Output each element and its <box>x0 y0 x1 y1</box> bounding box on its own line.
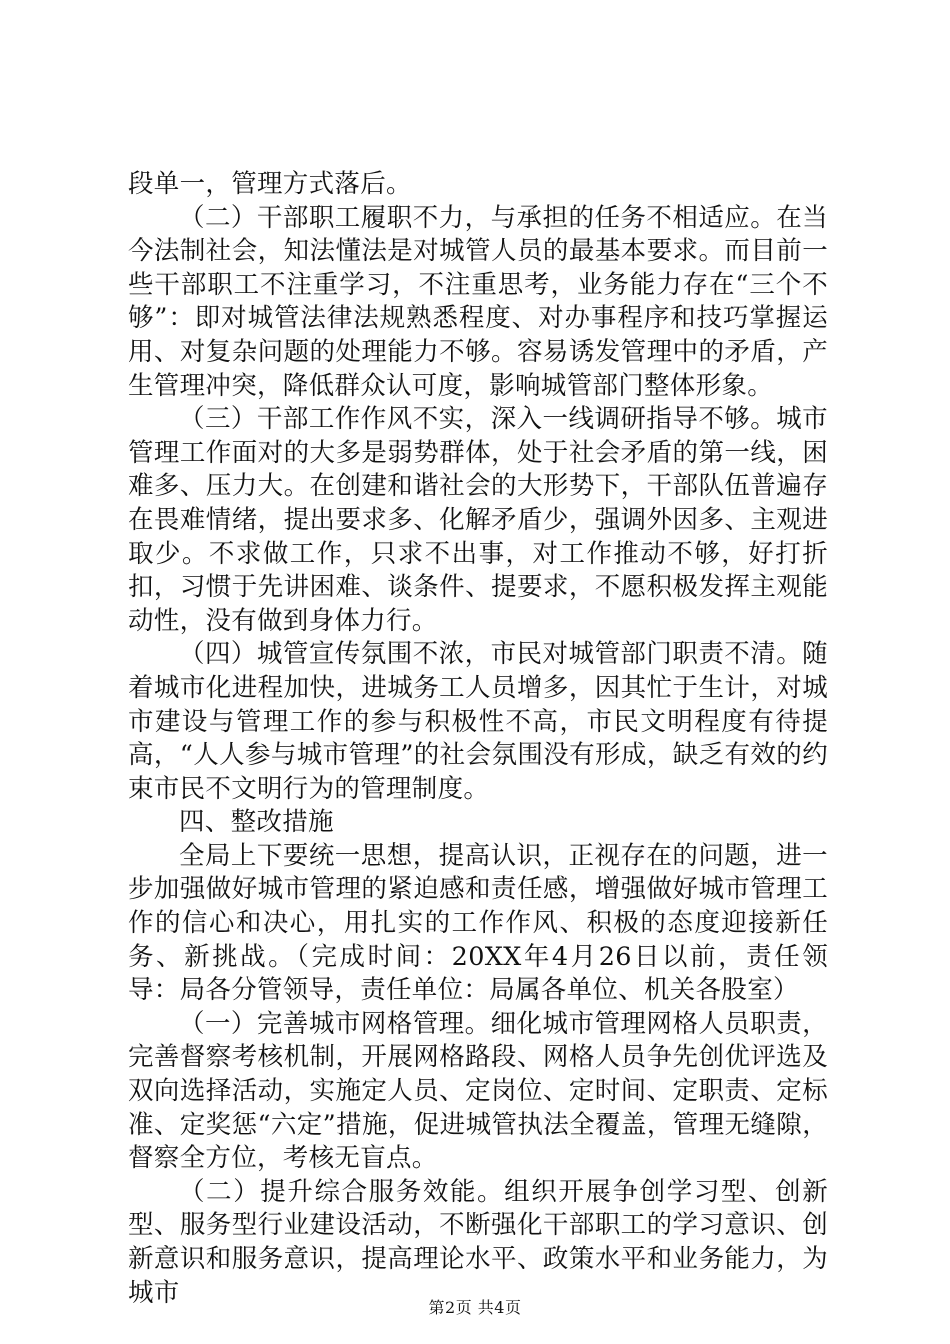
paragraph-measure-2: （二）提升综合服务效能。组织开展争创学习型、创新型、服务型行业建设活动，不断强化干部职工的学习意识、创新意识和服务意识，提高理论水平、政策水平和业务能力，为城市 <box>128 1176 828 1308</box>
paragraph-section-3: （三）干部工作作风不实，深入一线调研指导不够。城市管理工作面对的大多是弱势群体，处于社会矛盾的第一线，困难多、压力大。在创建和谐社会的大形势下，干部队伍普遍存在畏难情绪，提出要求多、化解矛盾少，强调外因多、主观进取少。不求做工作，只求不出事，对工作推动不够，好打折扣，习惯于先讲困难、谈条件、提要求，不愿积极发挥主观能动性，没有做到身体力行。 <box>128 404 828 636</box>
page-number-footer: 第2页 共4页 <box>428 1298 522 1317</box>
paragraph-measure-1: （一）完善城市网格管理。细化城市管理网格人员职责，完善督察考核机制，开展网格路段、网格人员争先创优评选及双向选择活动，实施定人员、定岗位、定时间、定职责、定标准、定奖惩“六定”措施，促进城管执法全覆盖，管理无缝隙，督察全方位，考核无盲点。 <box>128 1008 828 1174</box>
paragraph-rectification-intro: 全局上下要统一思想，提高认识，正视存在的问题，进一步加强做好城市管理的紧迫感和责任感，增强做好城市管理工作的信心和决心，用扎实的工作作风、积极的态度迎接新任务、新挑战。（完成时间：20XX年4月26日以前，责任领导：局各分管领导，责任单位：局属各单位、机关各股室） <box>128 840 828 1006</box>
section-heading-rectification: 四、整改措施 <box>179 807 334 838</box>
paragraph-section-2: （二）干部职工履职不力，与承担的任务不相适应。在当今法制社会，知法懂法是对城管人员的最基本要求。而目前一些干部职工不注重学习，不注重思考，业务能力存在“三个不够”：即对城管法律法规熟悉程度、对办事程序和技巧掌握运用、对复杂问题的处理能力不够。容易诱发管理中的矛盾，产生管理冲突，降低群众认可度，影响城管部门整体形象。 <box>128 202 828 401</box>
paragraph-continuation: 段单一，管理方式落后。 <box>128 169 412 199</box>
paragraph-section-4: （四）城管宣传氛围不浓，市民对城管部门职责不清。随着城市化进程加快，进城务工人员增多，因其忙于生计，对城市建设与管理工作的参与积极性不高，市民文明程度有待提高，“人人参与城市管理”的社会氛围没有形成，缺乏有效的约束市民不文明行为的管理制度。 <box>128 639 828 804</box>
document-body <box>128 168 828 1310</box>
